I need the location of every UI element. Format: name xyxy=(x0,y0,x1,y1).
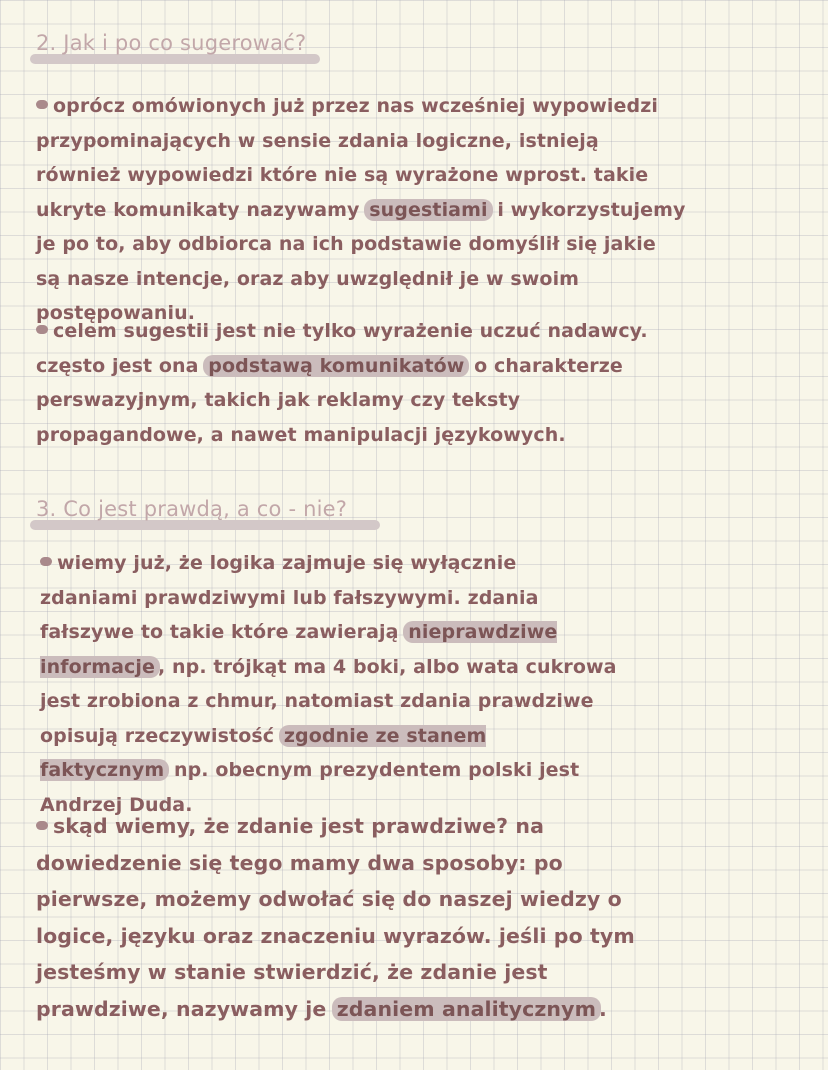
bullet-dash-icon xyxy=(36,100,48,109)
highlight-zgodnie-ze-stanem: zgodnie ze stanem faktycznym xyxy=(40,724,487,781)
section-3-paragraph-2: skąd wiemy, że zdanie jest prawdziwe? na dowiedzenie się tego mamy dwa sposoby: po pierwsze, możemy odwołać się do naszej wiedzy o logice, języku oraz znaczeniu wyrazów. jeśli po tym jesteśmy w stanie stwierdzić, że zdanie jest prawdziwe, nazywamy je zdaniem analitycznym . xyxy=(36,814,635,1021)
section-2-paragraph-2: celem sugestii jest nie tylko wyrażenie uczuć nadawcy. często jest ona podstawą komunikatów o charakterze perswazyjnym, takich jak reklamy czy teksty propagandowe, a nawet manipulacji językowych. xyxy=(36,320,648,446)
highlight-zdaniem-analitycznym: zdaniem analitycznym xyxy=(332,997,601,1021)
heading-underline xyxy=(30,54,320,64)
bullet-dash-icon xyxy=(40,557,52,566)
highlight-nieprawdziwe-informacje: nieprawdziwe informacje xyxy=(40,621,558,678)
section-3-paragraph-1: wiemy już, że logika zajmuje się wyłącznie zdaniami prawdziwymi lub fałszywymi. zdania fałszywe to takie które zawierają nieprawdziwe informacje , np. trójkąt ma 4 boki, albo wata cukrowa jest zrobiona z chmur, natomiast zdania prawdziwe opisują rzeczywistość zgodnie ze stanem faktycznym np. obecnym prezydentem polski jest Andrzej Duda. xyxy=(40,552,617,816)
highlight-podstawa-komunikatow: podstawą komunikatów xyxy=(203,355,469,377)
section-3-heading: 3. Co jest prawdą, a co - nie? xyxy=(36,497,347,521)
bullet-dash-icon xyxy=(36,821,48,830)
highlight-sugestiami: sugestiami xyxy=(364,199,492,221)
heading-underline xyxy=(30,520,380,530)
section-2-paragraph-1: oprócz omówionych już przez nas wcześniej wypowiedzi przypominających w sensie zdania logiczne, istnieją również wypowiedzi które nie są wyrażone wprost. takie ukryte komunikaty nazywamy sugestiami i wykorzystujemy je po to, aby odbiorca na ich podstawie domyślił się jakie są nasze intencje, oraz aby uwzględnił je w swoim postępowaniu. xyxy=(36,95,686,324)
bullet-dash-icon xyxy=(36,325,48,334)
section-2-heading: 2. Jak i po co sugerować? xyxy=(36,31,306,55)
